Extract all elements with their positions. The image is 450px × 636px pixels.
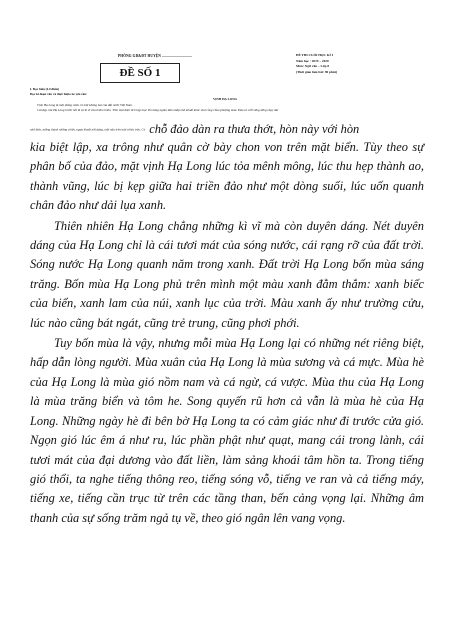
subject-grade: Môn: Ngữ văn – Lớp 8 [296, 64, 330, 69]
passage-mixed-line [30, 120, 425, 138]
passage-title: VỊNH HẠ LONG [212, 97, 238, 102]
exam-info-header [296, 53, 406, 75]
department-header: PHÒNG GD&ĐT HUYỆN .............................. [118, 54, 192, 58]
passage-small-line-2: Cái đẹp của Hạ Long trước hết là sự kì vĩ của thiên nhiên. Trên một diện tích hẹp mọc lên hàng nghìn đảo nhấp nhô khuất khúc như rồng chầu phượng múa. Đảo có chỗ sừng sững chạy dài [37, 107, 279, 112]
section-heading: I. Đọc hiểu (4.0 điểm) [30, 87, 60, 91]
intro-block [30, 87, 420, 113]
time-limit: (Thời gian làm bài: 90 phút) [296, 69, 337, 74]
school-year: Năm học : 2019 – 2020 [296, 58, 329, 63]
passage-tiny-text: nhô biển, tưởng thành những chiến, ngựa khuất nối dàng, mũi nâu trên mỏi chiêu trên. Có [30, 127, 146, 132]
passage-small-line-1: Vịnh Hạ Long là một thắng cảnh có một không hai của đất nước Việt Nam. [37, 102, 133, 107]
paragraph-2: Thiên nhiên Hạ Long chẳng những kì vĩ mà còn duyên dáng. Nét duyên dáng của Hạ Long chỉ là cái tươi mát của sóng nước, cái rạng rỡ của đất trời. Sóng nước Hạ Long quanh năm trong xanh. Đất trời Hạ Long bốn mùa sáng trăng. Bốn mùa Hạ Long phủ trên mình một màu xanh đằm thắm: xanh biếc của biển, xanh lam của núi, xanh lục của trời. Màu xanh ấy như trường cửu, lúc nào cũng bát ngát, cũng trẻ trung, cũng phơi phới. [30, 218, 424, 330]
exam-number-box: ĐỀ SỐ 1 [100, 63, 180, 83]
exam-title: ĐỀ THI CUỐI HỌC KÌ I [296, 53, 333, 57]
paragraph-3: Tuy bốn mùa là vậy, nhưng mỗi mùa Hạ Long lại có những nét riêng biệt, hấp dẫn lòng người. Mùa xuân của Hạ Long là mùa sương và cá mực. Mùa hè của Hạ Long là mùa gió nồm nam và cá ngừ, cá vược. Mùa thu của Hạ Long là mùa trăng biển và tôm he. Song quyến rũ hơn cả vẫn là mùa hè của Hạ Long. Những ngày hè đi bên bờ Hạ Long ta có cảm giác như đi trước cửa gió. Ngọn gió lúc êm á như ru, lúc phần phật như quạt, mang cái trong lành, cái tươi mát của đại dương vào đất liền, làm sảng khoái tâm hồn ta. Trong tiếng gió thổi, ta nghe tiếng thông reo, tiếng sóng vỗ, tiếng ve ran và cả tiếng máy, tiếng xe, tiếng cần trục từ trên các tầng than, bến cảng vọng lại. Những âm thanh của sự sống trăm ngả tụ về, theo gió ngân lên vang vọng. [30, 336, 424, 525]
paragraph-1: kia biệt lập, xa trông như quân cờ bày chon von trên mặt biển. Tùy theo sự phân bố của đảo, mặt vịnh Hạ Long lúc tỏa mênh mông, lúc thu hẹp thành ao, thành vũng, lúc bị kẹp giữa hai triền đảo như một dòng suối, lúc uốn quanh chân đảo như dải lụa xanh. [30, 140, 424, 213]
instruction: Đọc kĩ đoạn văn và thực hiện các yêu cầu: [30, 92, 88, 97]
passage-body [30, 138, 424, 528]
passage-large-text: chỗ đảo dàn ra thưa thớt, hòn này với hòn [149, 122, 360, 136]
